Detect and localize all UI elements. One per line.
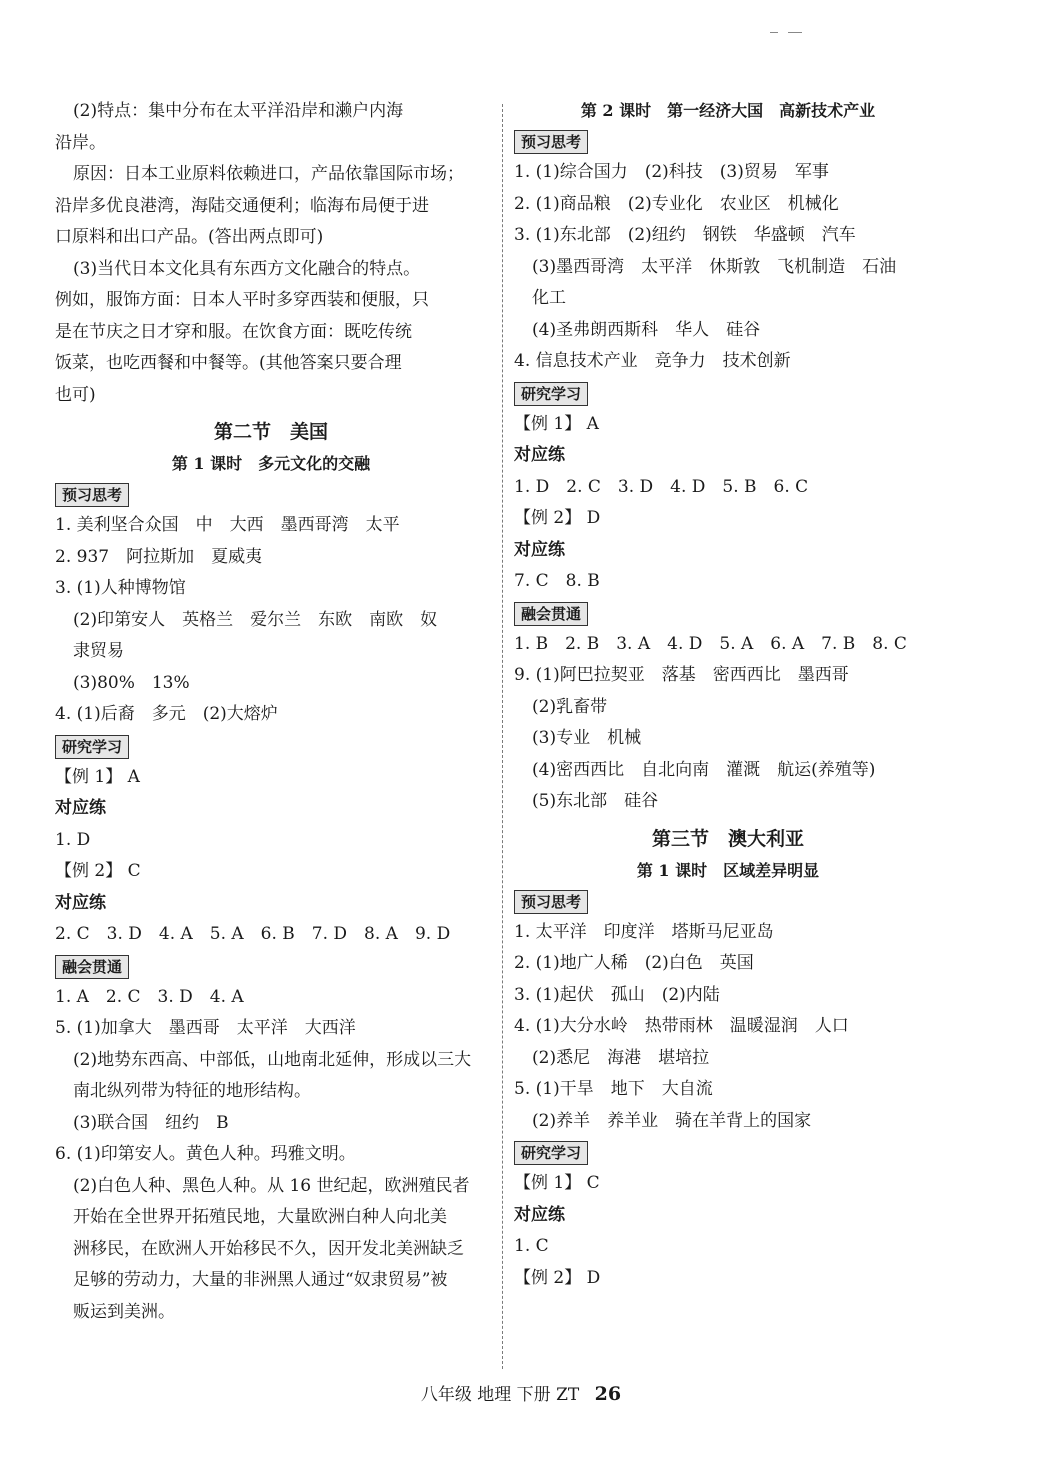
answer-line: 开始在全世界开拓殖民地，大量欧洲白种人向北美 <box>73 1207 447 1227</box>
text-line: (2)特点：集中分布在太平洋沿岸和濑户内海 <box>73 101 404 121</box>
answer-line: 洲移民，在欧洲人开始移民不久，因开发北美洲缺乏 <box>73 1238 464 1259</box>
section-title: 第二节 美国 <box>213 421 328 443</box>
answer-line: 2. C 3. D 4. A 5. A 6. B 7. D 8. A 9. D <box>55 924 451 944</box>
answer-line: (2)地势东西高、中部低，山地南北延伸，形成以三大 <box>73 1049 472 1070</box>
answer-line: (3)80% 13% <box>73 672 190 693</box>
column-divider <box>502 104 503 1369</box>
text-line: 是在节庆之日才穿和服。在饮食方面：既吃传统 <box>55 321 412 342</box>
section-tag: 预习思考 <box>514 890 588 914</box>
footer-label: 八年级 地理 下册 ZT <box>420 1385 580 1405</box>
page-number: 26 <box>594 1383 622 1405</box>
answer-line: (2)乳畜带 <box>532 696 608 717</box>
answer-line: (2)白色人种、黑色人种。从 16 世纪起，欧洲殖民者 <box>73 1175 470 1196</box>
text-line: (3)当代日本文化具有东西方文化融合的特点。 <box>73 258 421 279</box>
answer-line: 4. (1)后裔 多元 (2)大熔炉 <box>55 704 278 724</box>
practice-label: 对应练 <box>514 539 565 560</box>
practice-label: 对应练 <box>55 892 106 913</box>
answer-line: (4)密西西比 自北向南 灌溉 航运(养殖等) <box>532 759 876 780</box>
section-title: 第三节 澳大利亚 <box>651 827 804 850</box>
section-tag: 融会贯通 <box>514 602 588 626</box>
answer-line: (3)专业 机械 <box>532 728 642 748</box>
text-line: 也可) <box>55 384 96 405</box>
answer-line: 1. D 2. C 3. D 4. D 5. B 6. C <box>514 476 809 497</box>
practice-label: 对应练 <box>55 798 106 818</box>
answer-line: (3)墨西哥湾 太平洋 休斯敦 飞机制造 石油 <box>532 256 897 277</box>
answer-line: 2. (1)地广人稀 (2)白色 英国 <box>514 953 754 973</box>
section-tag: 研究学习 <box>514 1141 588 1165</box>
text-line: 原因：日本工业原料依赖进口，产品依靠国际市场； <box>73 164 464 184</box>
answer-line: 9. (1)阿巴拉契亚 落基 密西西比 墨西哥 <box>514 665 849 685</box>
example-line: 【例 1】 A <box>55 766 140 787</box>
lesson-title: 第 1 课时 多元文化的交融 <box>171 454 371 473</box>
answer-line: 7. C 8. B <box>514 571 600 591</box>
text-line: 饭菜，也吃西餐和中餐等。(其他答案只要合理 <box>55 353 402 373</box>
answer-line: 5. (1)加拿大 墨西哥 太平洋 大西洋 <box>55 1018 356 1038</box>
answer-line: 3. (1)东北部 (2)纽约 钢铁 华盛顿 汽车 <box>514 225 856 245</box>
answer-line: 3. (1)起伏 孤山 (2)内陆 <box>514 984 720 1005</box>
answer-line: 1. C <box>514 1236 549 1256</box>
answer-line: 2. 937 阿拉斯加 夏威夷 <box>55 546 263 567</box>
answer-line: 1. B 2. B 3. A 4. D 5. A 6. A 7. B 8. C <box>514 633 907 654</box>
answer-line: 化工 <box>532 288 566 308</box>
answer-line: 1. A 2. C 3. D 4. A <box>55 986 244 1007</box>
practice-label: 对应练 <box>514 445 565 465</box>
answer-line: 南北纵列带为特征的地形结构。 <box>73 1081 311 1101</box>
answer-line: (2)养羊 养羊业 骑在羊背上的国家 <box>532 1110 812 1131</box>
answer-line: (5)东北部 硅谷 <box>532 791 659 811</box>
text-line: 沿岸多优良港湾，海陆交通便利；临海布局便于进 <box>55 195 429 216</box>
text-line: 例如，服饰方面：日本人平时多穿西装和便服，只 <box>55 290 429 310</box>
section-tag: 研究学习 <box>514 382 588 406</box>
corner-mark <box>770 18 820 20</box>
right-column <box>514 96 942 1294</box>
section-tag: 预习思考 <box>514 130 588 154</box>
answer-line: (2)印第安人 英格兰 爱尔兰 东欧 南欧 奴 <box>73 609 438 630</box>
text-line: 沿岸。 <box>55 132 106 153</box>
answer-line: 2. (1)商品粮 (2)专业化 农业区 机械化 <box>514 193 839 214</box>
answer-line: (3)联合国 纽约 B <box>73 1112 229 1133</box>
section-tag: 融会贯通 <box>55 955 129 979</box>
example-line: 【例 2】 D <box>514 1267 601 1288</box>
answer-line: 贩运到美洲。 <box>73 1301 175 1322</box>
answer-line: 5. (1)干旱 地下 大自流 <box>514 1079 713 1099</box>
answer-line: 3. (1)人种博物馆 <box>55 578 186 598</box>
left-column <box>55 96 487 1328</box>
answer-line: 1. D <box>55 829 91 850</box>
answer-line: (2)悉尼 海港 堪培拉 <box>532 1047 710 1068</box>
section-tag: 预习思考 <box>55 483 129 507</box>
answer-line: 隶贸易 <box>73 641 124 661</box>
answer-line: 足够的劳动力，大量的非洲黑人通过“奴隶贸易”被 <box>73 1270 448 1290</box>
answer-line: (4)圣弗朗西斯科 华人 硅谷 <box>532 319 761 340</box>
section-tag: 研究学习 <box>55 735 129 759</box>
example-line: 【例 1】 C <box>514 1173 600 1193</box>
page-footer <box>0 1380 1042 1405</box>
answer-line: 1. (1)综合国力 (2)科技 (3)贸易 军事 <box>514 162 829 182</box>
lesson-title: 第 2 课时 第一经济大国 高新技术产业 <box>580 101 876 120</box>
lesson-title: 第 1 课时 区域差异明显 <box>636 860 820 880</box>
answer-line: 6. (1)印第安人。黄色人种。玛雅文明。 <box>55 1144 356 1164</box>
example-line: 【例 2】 C <box>55 861 141 881</box>
answer-line: 4. (1)大分水岭 热带雨林 温暖湿润 人口 <box>514 1016 849 1036</box>
example-line: 【例 1】 A <box>514 413 599 434</box>
practice-label: 对应练 <box>514 1204 565 1225</box>
answer-line: 1. 美利坚合众国 中 大西 墨西哥湾 太平 <box>55 515 400 535</box>
answer-line: 4. 信息技术产业 竞争力 技术创新 <box>514 351 791 371</box>
text-line: 口原料和出口产品。(答出两点即可) <box>55 227 324 247</box>
answer-line: 1. 太平洋 印度洋 塔斯马尼亚岛 <box>514 921 774 942</box>
example-line: 【例 2】 D <box>514 508 601 528</box>
